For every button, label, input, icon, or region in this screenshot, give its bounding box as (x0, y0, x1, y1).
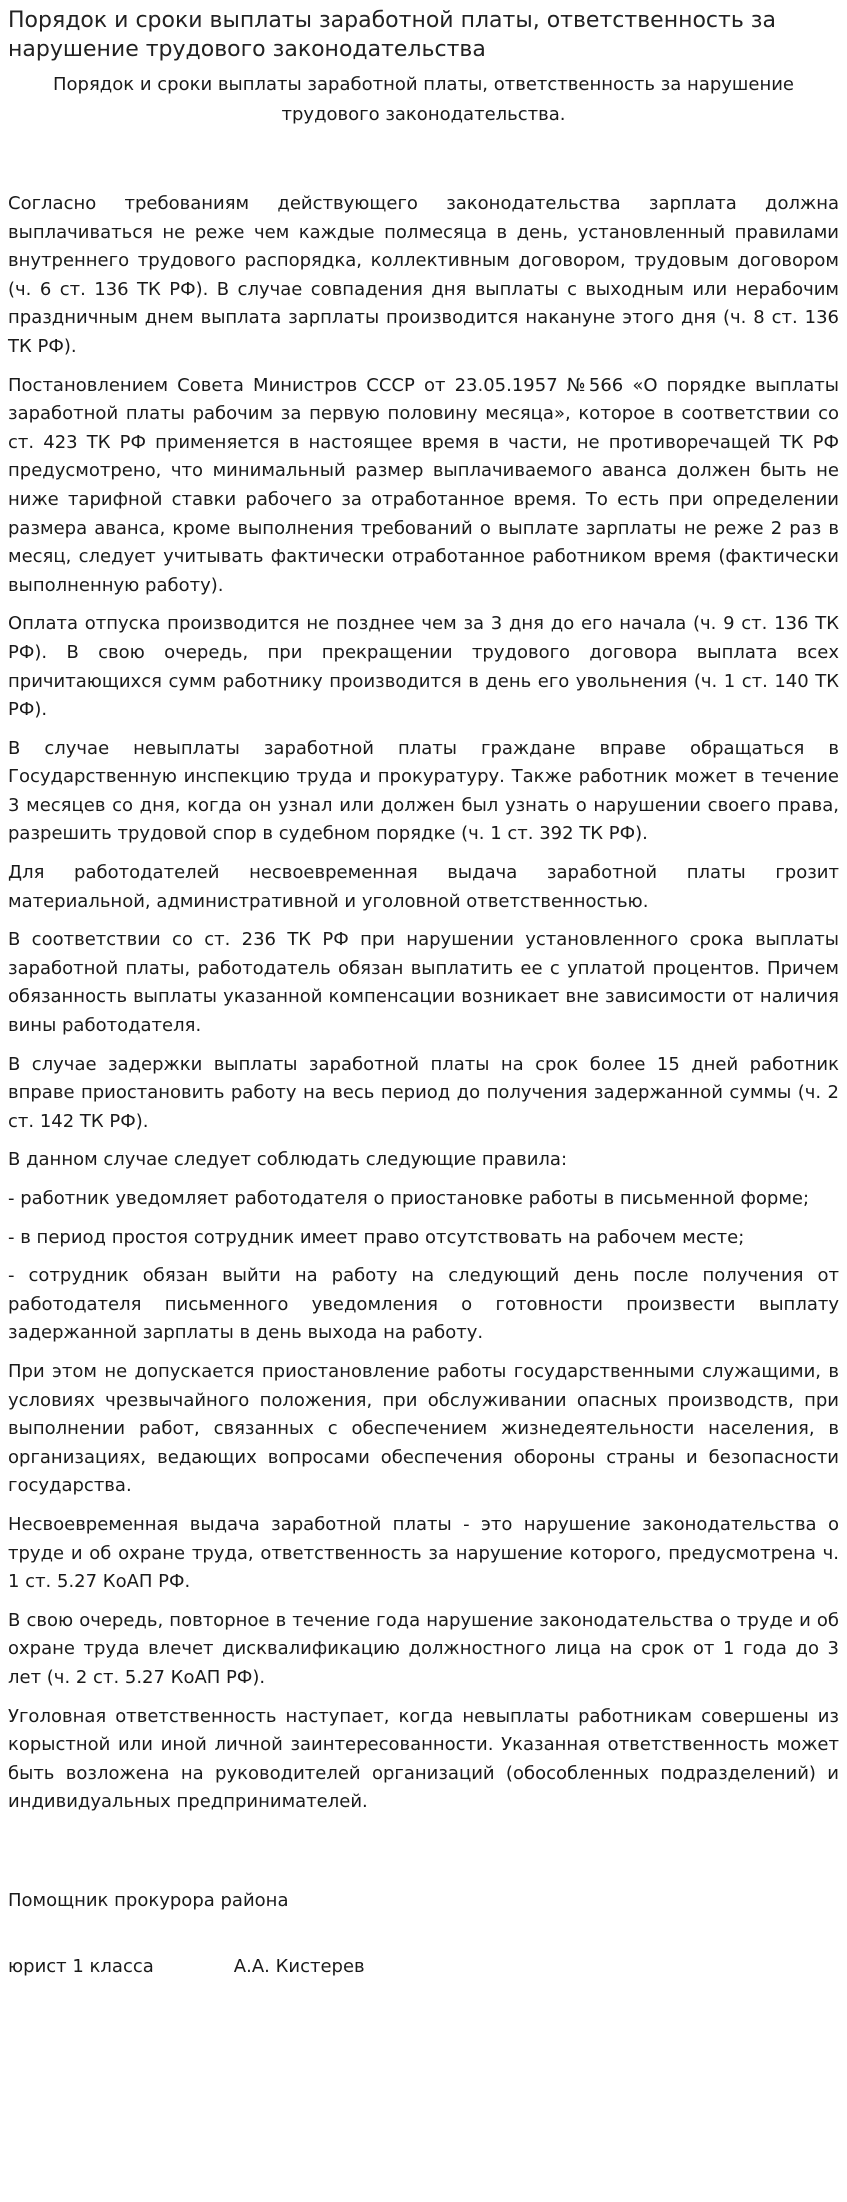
article-body (8, 190, 839, 1817)
paragraph: В свою очередь, повторное в течение года нарушение законодательства о труде и об охране труда влечет дисквалификацию должностного лица на срок от 1 года до 3 лет (ч. 2 ст. 5.27 КоАП РФ). (8, 1609, 839, 1688)
page-title: Порядок и сроки выплаты заработной платы, ответственность за нарушение трудового законодательства (8, 8, 776, 62)
paragraph: Несвоевременная выдача заработной платы - это нарушение законодательства о труде и об охране труда, ответственность за нарушение которого, предусмотрена ч. 1 ст. 5.27 КоАП РФ. (8, 1513, 839, 1593)
paragraph: Постановлением Совета Министров СССР от 23.05.1957 №566 «О порядке выплаты заработной платы рабочим за первую половину месяца», которое в соответствии со ст. 423 ТК РФ применяется в настоящее время в части, не противоречащей ТК РФ предусмотрено, что минимальный размер выплачиваемого аванса должен быть не ниже тарифной ставки рабочего за отработанное время. То есть при определении размера аванса, кроме выполнения требований о выплате зарплаты не реже 2 раз в месяц, следует учитывать фактически отработанное работником время (фактически выполненную работу). (8, 374, 839, 596)
signature-line (8, 1953, 839, 1981)
paragraph: При этом не допускается приостановление работы государственными служащими, в условиях чрезвычайного положения, при обслуживании опасных производств, при выполнении работ, связанных с обеспечением жизнедеятельности населения, в организациях, ведающих вопросами обеспечения обороны страны и безопасности государства. (8, 1360, 839, 1497)
list-item: - в период простоя сотрудник имеет право отсутствовать на рабочем месте; (8, 1226, 745, 1248)
page-subtitle: Порядок и сроки выплаты заработной платы, ответственность за нарушение трудового законодательства. (52, 74, 795, 125)
list-item: - сотрудник обязан выйти на работу на следующий день после получения от работодателя письменного уведомления о готовности произвести выплату задержанной зарплаты в день выхода на работу. (8, 1265, 839, 1344)
signature-position: Помощник прокурора района (8, 1889, 289, 1911)
paragraph: Уголовная ответственность наступает, когда невыплаты работникам совершены из корыстной или иной личной заинтересованности. Указанная ответственность может быть возложена на руководителей организаций (обособленных подразделений) и индивидуальных предпринимателей. (8, 1705, 839, 1813)
paragraph: В соответствии со ст. 236 ТК РФ при нарушении установленного срока выплаты заработной платы, работодатель обязан выплатить ее с уплатой процентов. Причем обязанность выплаты указанной компенсации возникает вне зависимости от наличия вины работодателя. (8, 929, 839, 1037)
paragraph: В случае задержки выплаты заработной платы на срок более 15 дней работник вправе приостановить работу на весь период до получения задержанной суммы (ч. 2 ст. 142 ТК РФ). (8, 1053, 839, 1132)
list-item: - работник уведомляет работодателя о приостановке работы в письменной форме; (8, 1188, 810, 1209)
signature-rank: юрист 1 класса (8, 1955, 154, 1977)
signature-name: А.А. Кистерев (233, 1955, 365, 1977)
paragraph: Оплата отпуска производится не позднее чем за 3 дня до его начала (ч. 9 ст. 136 ТК РФ). В свою очередь, при прекращении трудового договора выплата всех причитающихся сумм работнику производится в день его увольнения (ч. 1 ст. 140 ТК РФ). (8, 613, 839, 721)
paragraph: В случае невыплаты заработной платы граждане вправе обращаться в Государственную инспекцию труда и прокуратуру. Также работник может в течение 3 месяцев со дня, когда он узнал или должен был узнать о нарушении своего права, разрешить трудовой спор в судебном порядке (ч. 1 ст. 392 ТК РФ). (8, 737, 839, 845)
signature-block (8, 1887, 839, 1981)
paragraph: В данном случае следует соблюдать следующие правила: (8, 1149, 568, 1171)
paragraph: Для работодателей несвоевременная выдача заработной платы грозит материальной, административной и уголовной ответственностью. (8, 862, 839, 912)
paragraph: Согласно требованиям действующего законодательства зарплата должна выплачиваться не реже чем каждые полмесяца в день, установленный правилами внутреннего трудового распорядка, коллективным договором, трудовым договором (ч. 6 ст. 136 ТК РФ). В случае совпадения дня выплаты с выходным или нерабочим праздничным днем выплата зарплаты производится накануне этого дня (ч. 8 ст. 136 ТК РФ). (8, 193, 839, 357)
